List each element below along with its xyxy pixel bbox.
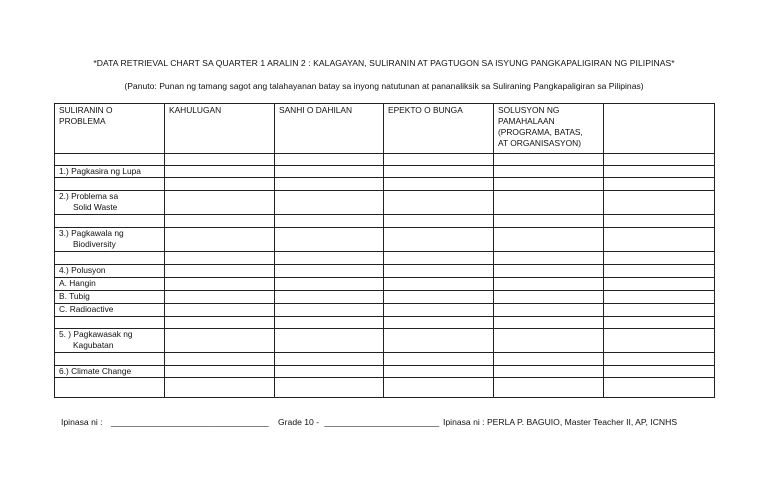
answer-cell[interactable] <box>494 378 604 398</box>
table-row <box>55 366 715 378</box>
table-row <box>55 191 715 215</box>
answer-cell[interactable] <box>604 252 715 265</box>
header-cell <box>494 104 604 154</box>
answer-cell[interactable] <box>165 329 275 353</box>
row-label-cell <box>55 278 165 291</box>
answer-cell[interactable] <box>494 154 604 166</box>
answer-cell[interactable] <box>384 353 494 366</box>
row-label: Kagubatan <box>59 340 114 350</box>
answer-cell[interactable] <box>165 252 275 265</box>
row-label: 1.) Pagkasira ng Lupa <box>59 166 141 176</box>
header-line: PROBLEMA <box>59 116 106 126</box>
answer-cell[interactable] <box>604 304 715 317</box>
answer-cell[interactable] <box>384 278 494 291</box>
answer-cell[interactable] <box>604 265 715 278</box>
row-label-cell <box>55 252 165 265</box>
answer-cell[interactable] <box>165 304 275 317</box>
answer-cell[interactable] <box>275 317 384 329</box>
answer-cell[interactable] <box>275 329 384 353</box>
answer-cell[interactable] <box>604 329 715 353</box>
answer-cell[interactable] <box>165 378 275 398</box>
answer-cell[interactable] <box>604 166 715 178</box>
row-label-cell <box>55 291 165 304</box>
row-label-cell <box>55 154 165 166</box>
row-label-cell <box>55 166 165 178</box>
answer-cell[interactable] <box>275 178 384 191</box>
answer-cell[interactable] <box>604 317 715 329</box>
header-cell <box>275 104 384 154</box>
answer-cell[interactable] <box>165 191 275 215</box>
answer-cell[interactable] <box>165 317 275 329</box>
answer-cell[interactable] <box>604 228 715 252</box>
header-line: SOLUSYON NG <box>498 105 560 115</box>
answer-cell[interactable] <box>604 378 715 398</box>
answer-cell[interactable] <box>275 304 384 317</box>
answer-cell[interactable] <box>494 353 604 366</box>
row-label-cell <box>55 228 165 252</box>
grade-blank: ________________________ <box>324 417 440 427</box>
answer-cell[interactable] <box>384 317 494 329</box>
answer-cell[interactable] <box>494 291 604 304</box>
table-row <box>55 265 715 278</box>
answer-cell[interactable] <box>275 291 384 304</box>
data-retrieval-chart <box>54 103 715 398</box>
answer-cell[interactable] <box>384 154 494 166</box>
header-line: EPEKTO O BUNGA <box>388 105 463 115</box>
row-label: 6.) Climate Change <box>59 366 132 376</box>
table-row <box>55 252 715 265</box>
answer-cell[interactable] <box>275 191 384 215</box>
answer-cell[interactable] <box>384 228 494 252</box>
row-label-cell <box>55 366 165 378</box>
answer-cell[interactable] <box>494 329 604 353</box>
answer-cell[interactable] <box>165 291 275 304</box>
answer-cell[interactable] <box>384 304 494 317</box>
row-label: C. Radioactive <box>59 304 114 314</box>
answer-cell[interactable] <box>384 329 494 353</box>
answer-cell[interactable] <box>384 265 494 278</box>
answer-cell[interactable] <box>604 278 715 291</box>
answer-cell[interactable] <box>165 215 275 228</box>
answer-cell[interactable] <box>275 228 384 252</box>
row-label-cell <box>55 265 165 278</box>
row-label: 2.) Problema sa <box>59 191 119 201</box>
answer-cell[interactable] <box>165 178 275 191</box>
answer-cell[interactable] <box>165 278 275 291</box>
row-label-cell <box>55 378 165 398</box>
answer-cell[interactable] <box>165 366 275 378</box>
answer-cell[interactable] <box>494 366 604 378</box>
answer-cell[interactable] <box>384 366 494 378</box>
table-row <box>55 304 715 317</box>
answer-cell[interactable] <box>494 278 604 291</box>
answer-cell[interactable] <box>275 265 384 278</box>
answer-cell[interactable] <box>275 378 384 398</box>
submitted-to: Ipinasa ni : PERLA P. BAGUIO, Master Teacher II, AP, ICNHS <box>443 417 678 427</box>
table-row <box>55 317 715 329</box>
grade-section <box>278 417 439 427</box>
answer-cell[interactable] <box>384 378 494 398</box>
answer-cell[interactable] <box>494 304 604 317</box>
page-title: *DATA RETRIEVAL CHART SA QUARTER 1 ARALIN 2 : KALAGAYAN, SULIRANIN AT PAGTUGON SA ISYUNG PANGKAPALIGIRAN NG PILIPINAS* <box>93 58 675 68</box>
answer-cell[interactable] <box>165 353 275 366</box>
submitted-by-blank: _________________________________ <box>110 417 269 427</box>
submitted-by <box>61 417 269 427</box>
answer-cell[interactable] <box>275 154 384 166</box>
header-cell <box>55 104 165 154</box>
table-row <box>55 291 715 304</box>
answer-cell[interactable] <box>604 191 715 215</box>
row-label-cell <box>55 215 165 228</box>
grade-label: Grade 10 - <box>278 417 320 427</box>
answer-cell[interactable] <box>275 215 384 228</box>
row-label-cell <box>55 329 165 353</box>
answer-cell[interactable] <box>384 191 494 215</box>
header-cell <box>384 104 494 154</box>
answer-cell[interactable] <box>275 252 384 265</box>
table-row <box>55 278 715 291</box>
submitted-by-label: Ipinasa ni : <box>61 417 103 427</box>
answer-cell[interactable] <box>604 353 715 366</box>
answer-cell[interactable] <box>165 166 275 178</box>
answer-cell[interactable] <box>604 366 715 378</box>
row-label: Solid Waste <box>59 202 118 212</box>
header-row <box>55 104 715 154</box>
header-cell <box>165 104 275 154</box>
row-label-cell <box>55 178 165 191</box>
row-label-cell <box>55 317 165 329</box>
answer-cell[interactable] <box>165 228 275 252</box>
row-label: Biodiversity <box>59 239 116 249</box>
table-row <box>55 329 715 353</box>
header-line: AT ORGANISASYON) <box>498 138 581 148</box>
answer-cell[interactable] <box>384 215 494 228</box>
instructions: (Panuto: Punan ng tamang sagot ang talahayanan batay sa inyong natutunan at pananaliksik sa Suliraning Pangkapaligiran sa Pilipinas) <box>124 81 644 91</box>
table-row <box>55 154 715 166</box>
answer-cell[interactable] <box>494 215 604 228</box>
answer-cell[interactable] <box>165 265 275 278</box>
answer-cell[interactable] <box>604 291 715 304</box>
table-row <box>55 378 715 398</box>
answer-cell[interactable] <box>384 178 494 191</box>
answer-cell[interactable] <box>604 178 715 191</box>
answer-cell[interactable] <box>604 154 715 166</box>
header-line: SULIRANIN O <box>59 105 113 115</box>
header-line: (PROGRAMA, BATAS, <box>498 127 583 137</box>
row-label-cell <box>55 353 165 366</box>
answer-cell[interactable] <box>275 366 384 378</box>
answer-cell[interactable] <box>494 265 604 278</box>
answer-cell[interactable] <box>275 166 384 178</box>
answer-cell[interactable] <box>494 252 604 265</box>
row-label: B. Tubig <box>59 291 90 301</box>
answer-cell[interactable] <box>494 317 604 329</box>
answer-cell[interactable] <box>604 215 715 228</box>
row-label: 4.) Polusyon <box>59 265 106 275</box>
row-label-cell <box>55 304 165 317</box>
answer-cell[interactable] <box>384 252 494 265</box>
table-row <box>55 215 715 228</box>
answer-cell[interactable] <box>384 166 494 178</box>
header-line: PAMAHALAAN <box>498 116 555 126</box>
table-row <box>55 166 715 178</box>
answer-cell[interactable] <box>494 166 604 178</box>
answer-cell[interactable] <box>275 353 384 366</box>
answer-cell[interactable] <box>494 191 604 215</box>
answer-cell[interactable] <box>165 154 275 166</box>
header-line: KAHULUGAN <box>169 105 222 115</box>
table-row <box>55 353 715 366</box>
row-label: 3.) Pagkawala ng <box>59 228 124 238</box>
table-row <box>55 228 715 252</box>
table-row <box>55 178 715 191</box>
answer-cell[interactable] <box>384 291 494 304</box>
header-line: SANHI O DAHILAN <box>279 105 353 115</box>
header-cell <box>604 104 715 154</box>
row-label-cell <box>55 191 165 215</box>
answer-cell[interactable] <box>494 178 604 191</box>
row-label: A. Hangin <box>59 278 96 288</box>
row-label: 5. ) Pagkawasak ng <box>59 329 133 339</box>
answer-cell[interactable] <box>275 278 384 291</box>
answer-cell[interactable] <box>494 228 604 252</box>
